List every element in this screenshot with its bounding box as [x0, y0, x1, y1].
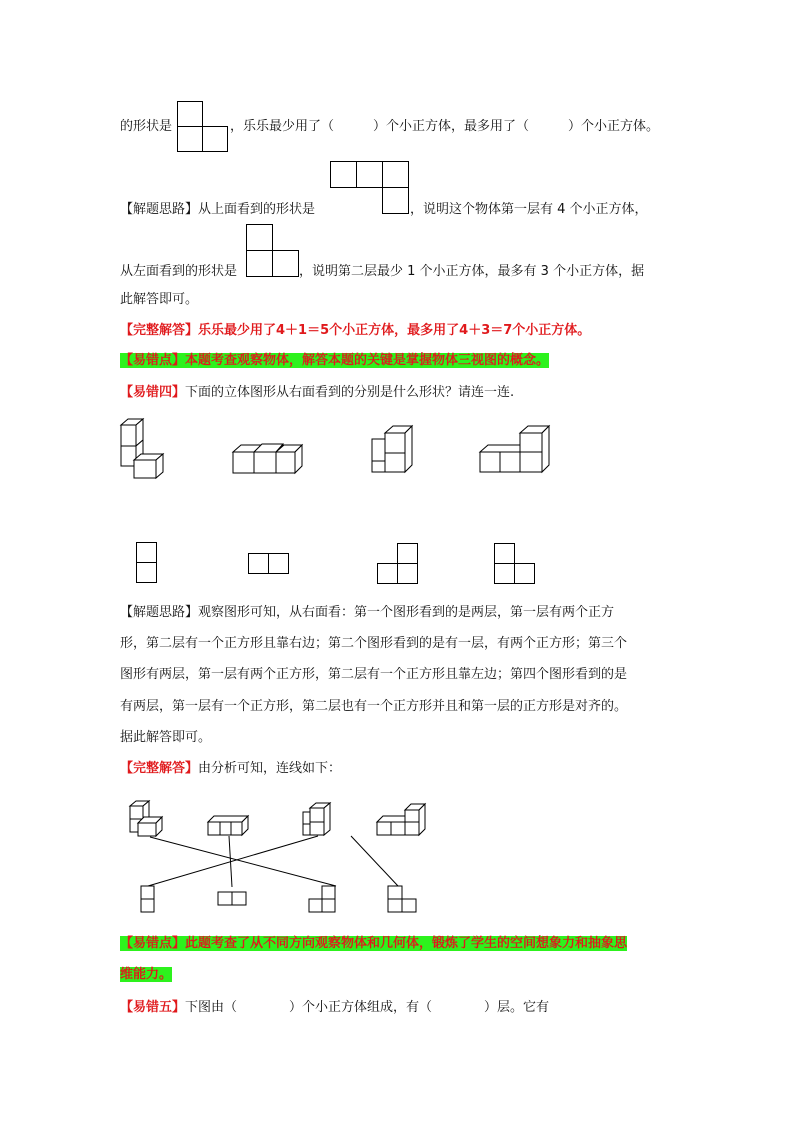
highlight: 维能力。	[120, 967, 173, 982]
mini-solid-1	[130, 801, 162, 836]
think-line-1-tail: ，说明这个物体第一层有 4 个小正方体，	[410, 202, 648, 217]
solid-figures-row	[0, 415, 794, 495]
connector-lines	[148, 836, 398, 887]
solid-figure-4	[480, 426, 549, 472]
solid-figure-2	[233, 444, 302, 473]
mistake-line	[120, 351, 549, 371]
mini-solid-4	[377, 804, 425, 835]
think4-line-1: 【解题思路】观察图形可知，从右面看：第一个图形看到的是两层，第一层有两个正方	[120, 605, 615, 620]
mistake4-line-2	[120, 965, 172, 985]
think4-line-4: 有两层，第一层有一个正方形，第二层也有一个正方形并且和第一层的正方形是对齐的。	[120, 699, 628, 714]
question-line: 的形状是	[120, 119, 173, 134]
mini-view-3	[309, 886, 335, 912]
question-4: 【易错四】下面的立体图形从右面看到的分别是什么形状？请连一连.	[120, 385, 515, 400]
solid-figure-3	[372, 426, 412, 472]
mini-solid-3	[303, 803, 330, 835]
question-line-tail: ，乐乐最少用了（ ）个小正方体，最多用了（ ）个小正方体。	[230, 119, 660, 134]
mini-view-4	[388, 886, 416, 912]
think4-line-2: 形，第二层有一个正方形且靠右边；第二个图形看到的是有一层，有两个正方形；第三个	[120, 636, 628, 651]
highlight: 【易错点】本题考查观察物体，解答本题的关键是掌握物体三视图的概念。	[120, 353, 550, 368]
question-5: 【易错五】下图由（ ）个小正方体组成，有（ ）层。它有	[120, 1000, 550, 1015]
highlight: 【易错点】此题考查了从不同方向观察物体和几何体，锻炼了学生的空间想象力和抽象思	[120, 936, 628, 951]
connection-diagram	[0, 795, 794, 925]
answer4-line: 【完整解答】由分析可知，连线如下：	[120, 761, 342, 776]
think-line-1: 【解题思路】从上面看到的形状是	[120, 202, 316, 217]
think-line-3: 此解答即可。	[120, 292, 199, 307]
mini-view-1	[141, 886, 154, 912]
think4-line-3: 图形有两层，第一层有两个正方形，第二层有一个正方形且靠左边；第四个图形看到的是	[120, 667, 628, 682]
solid-figure-1	[121, 419, 163, 478]
answer-line: 【完整解答】乐乐最少用了4＋1＝5个小正方体，最多用了4＋3＝7个小正方体。	[120, 323, 591, 338]
think-line-2-tail: ，说明第二层最少 1 个小正方体，最多有 3 个小正方体，据	[299, 264, 645, 279]
mini-solid-2	[208, 816, 248, 835]
think-line-2: 从左面看到的形状是	[120, 264, 238, 279]
mistake4-line-1	[120, 934, 627, 954]
mini-view-2	[218, 892, 246, 905]
think4-line-5: 据此解答即可。	[120, 730, 212, 745]
